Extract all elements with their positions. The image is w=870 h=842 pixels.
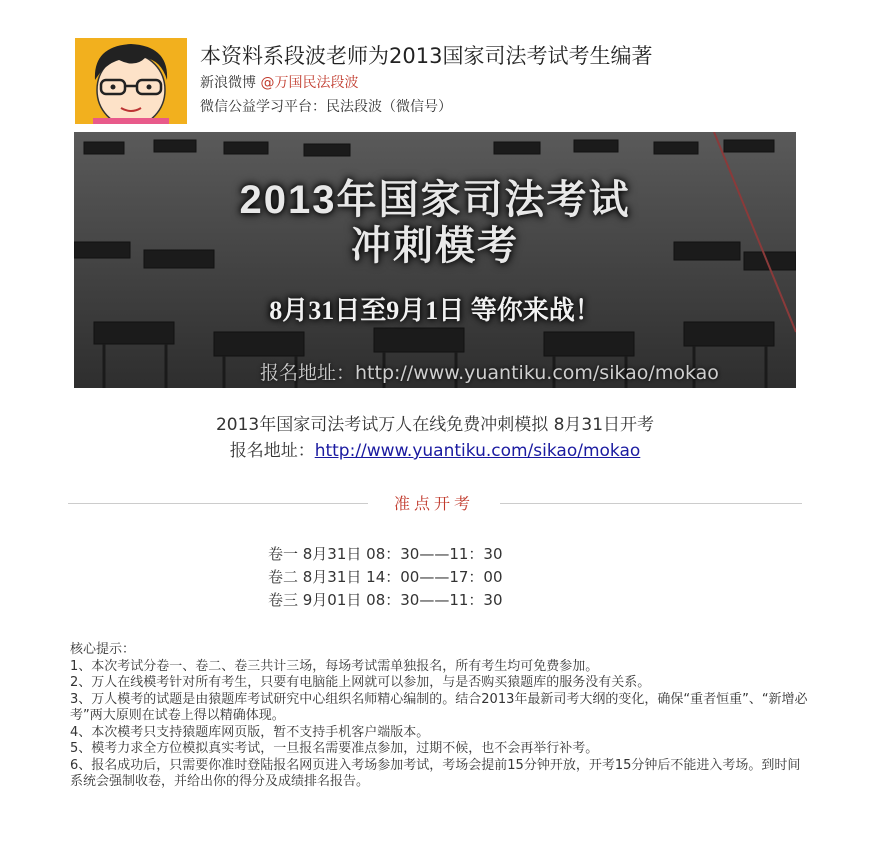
tip-item: 4、本次模考只支持猿题库网页版，暂不支持手机客户端版本。 [70, 724, 430, 740]
banner-title-line2: 冲刺模考 [351, 224, 519, 268]
weibo-handle-link[interactable]: @万国民法段波 [260, 75, 359, 91]
signup-line [0, 436, 870, 461]
author-avatar [75, 38, 187, 124]
schedule-item: 卷一 8月31日 08：30——11：30 [268, 545, 503, 563]
tip-item: 5、模考力求全方位模拟真实考试，一旦报名需要准点参加，过期不候，也不会再举行补考。 [70, 741, 599, 756]
signup-label: 报名地址： [229, 441, 315, 461]
signup-link[interactable]: http://www.yuantiku.com/sikao/mokao [314, 441, 641, 461]
weibo-label: 新浪微博 [200, 75, 256, 91]
banner-title-line1: 2013年国家司法考试 [239, 178, 631, 222]
weibo-line [200, 72, 358, 92]
banner-date: 8月31日至9月1日 等你来战！ [269, 296, 601, 325]
exam-banner[interactable] [74, 132, 796, 388]
tip-item: 2、万人在线模考针对所有考生，只要有电脑能上网就可以参加，与是否购买猿题库的服务没有关系。 [70, 675, 651, 690]
cartoon-face-icon [75, 38, 187, 124]
schedule-item: 卷二 8月31日 14：00——17：00 [268, 568, 503, 586]
tip-item: 1、本次考试分卷一、卷二、卷三共计三场，每场考试需单独报名，所有考生均可免费参加。 [70, 658, 599, 674]
tip-item: 3、万人模考的试题是由猿题库考试研究中心组织名师精心编制的。结合2013年最新司考大纲的变化，确保“重者恒重”、“新增必考”两大原则在试卷上得以精确体现。 [70, 691, 808, 723]
section-divider-right [500, 503, 802, 504]
banner-signup-url: 报名地址：http://www.yuantiku.com/sikao/mokao [260, 362, 719, 384]
schedule-item: 卷三 9月01日 08：30——11：30 [268, 591, 503, 609]
core-tips [70, 642, 810, 791]
tips-heading: 核心提示： [70, 642, 136, 657]
document-title: 本资料系段波老师为2013国家司法考试考生编著 [200, 44, 653, 68]
schedule-section-title: 准点开考 [393, 494, 474, 513]
section-divider-left [68, 503, 368, 504]
exam-announcement: 2013年国家司法考试万人在线免费冲刺模拟 8月31日开考 [215, 415, 655, 435]
wechat-line: 微信公益学习平台：民法段波（微信号） [200, 99, 452, 115]
tip-item: 6、报名成功后，只需要你准时登陆报名网页进入考场参加考试，考场会提前15分钟开放，开考15分钟后不能进入考场。到时间系统会强制收卷，并给出你的得分及成绩排名报告。 [70, 757, 801, 789]
